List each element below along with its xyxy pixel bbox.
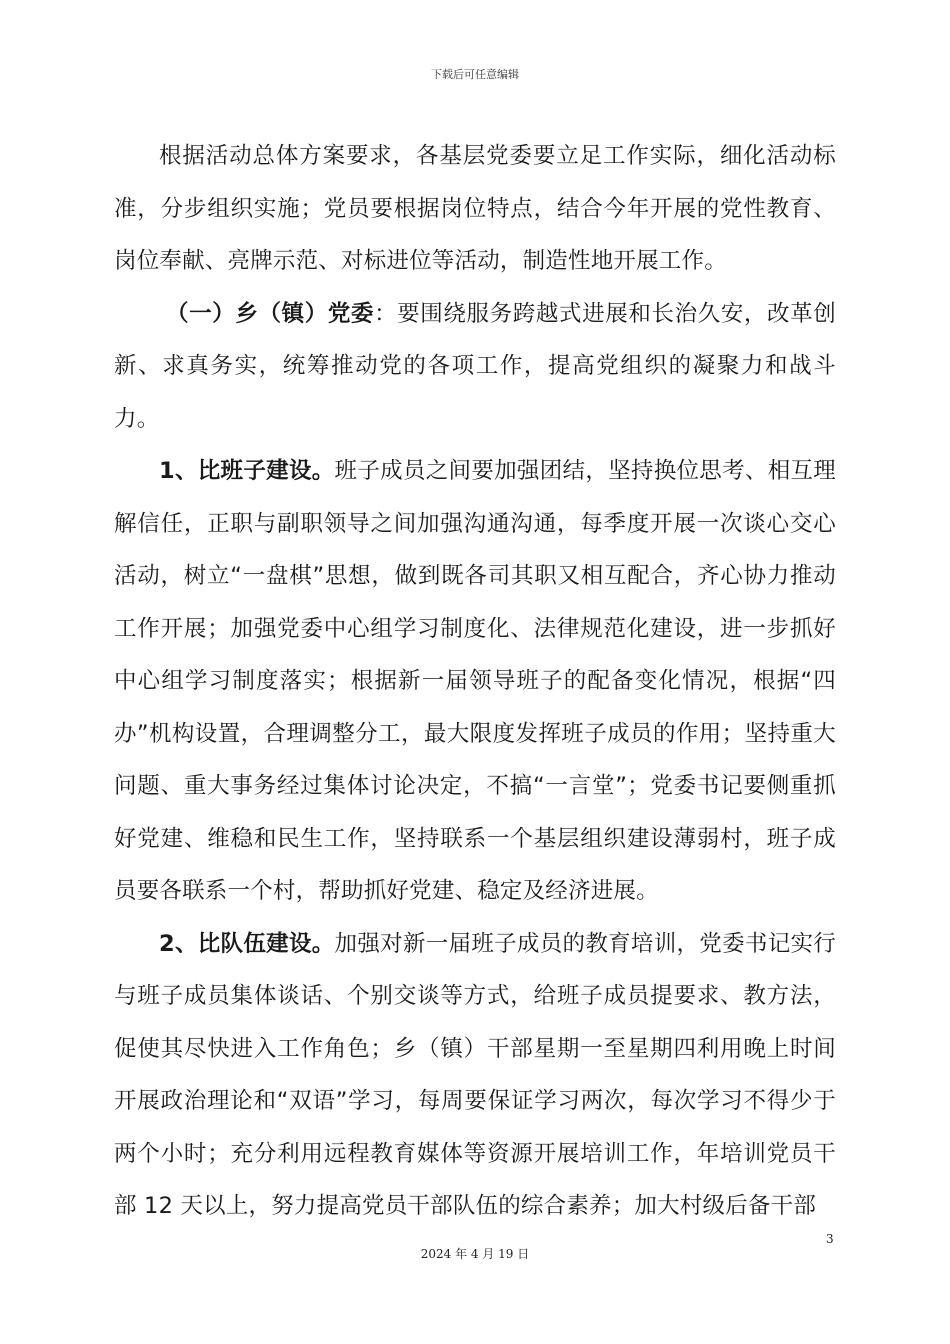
item-heading: 2、比队伍建设。	[159, 930, 335, 957]
paragraph-item-2	[114, 918, 836, 1233]
header-note: 下载后可任意编辑	[431, 68, 519, 81]
document-body	[114, 130, 836, 1233]
section-text: ：要围绕服务跨越式进展和长治久安，改革创新、求真务实，统筹推动党的各项工作，提高党组织的凝聚力和战斗力。	[114, 300, 836, 432]
footer-date: 2024 年 4 月 19 日	[420, 1247, 530, 1261]
paragraph-intro: 根据活动总体方案要求，各基层党委要立足工作实际，细化活动标准，分步组织实施；党员要根据岗位特点，结合今年开展的党性教育、岗位奉献、亮牌示范、对标进位等活动，制造性地开展工作。	[114, 143, 836, 274]
page-number: 3	[826, 1232, 834, 1246]
item-heading: 1、比班子建设。	[159, 458, 335, 484]
paragraph-item-1	[114, 445, 836, 918]
item-text: 班子成员之间要加强团结，坚持换位思考、相互理解信任，正职与副职领导之间加强沟通沟通，每季度开展一次谈心交心活动，树立“一盘棋”思想，做到既各司其职又相互配合，齐心协力推动工作开展；加强党委中心组学习制度化、法律规范化建设，进一步抓好中心组学习制度落实；根据新一届领导班子的配备变化情况，根据“四办”机构设置，合理调整分工，最大限度发挥班子成员的作用；坚持重大问题、重大事务经过集体讨论决定，不搞“一言堂”；党委书记要侧重抓好党建、维稳和民生工作，坚持联系一个基层组织建设薄弱村，班子成员要各联系一个村，帮助抓好党建、稳定及经济进展。	[114, 458, 836, 904]
section-heading: （一）乡（镇）党委	[166, 300, 375, 327]
paragraph-section-1	[114, 288, 836, 446]
item-text: 加强对新一届班子成员的教育培训，党委书记实行与班子成员集体谈话、个别交谈等方式，给班子成员提要求、教方法，促使其尽快进入工作角色；乡（镇）干部星期一至星期四利用晚上时间开展政治理论和“双语”学习，每周要保证学习两次，每次学习不得少于两个小时；充分利用远程教育媒体等资源开展培训工作，年培训党员干部 12 天以上，努力提高党员干部队伍的综合素养；加大村级后备干部	[114, 930, 836, 1219]
